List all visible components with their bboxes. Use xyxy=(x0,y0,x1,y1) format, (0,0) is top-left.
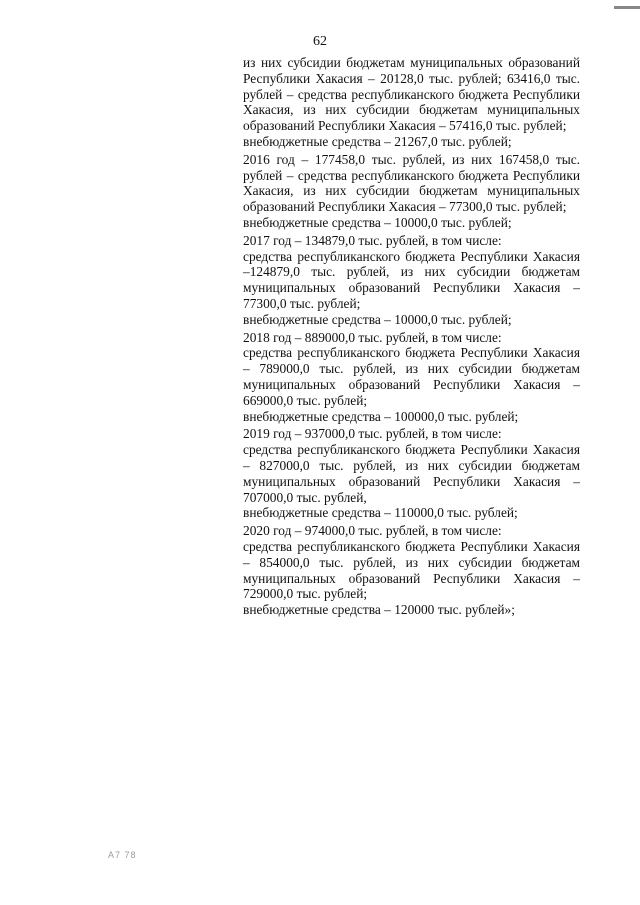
document-body xyxy=(243,55,580,618)
paragraph-funding-intro: из них субсидии бюджетам муниципальных образований Республики Хакасия – 20128,0 тыс. рублей; 63416,0 тыс. рублей – средства республиканского бюджета Республики Хакасия, из них субсидии бюджетам муниципальных образований Республики Хакасия – 57416,0 тыс. рублей; xyxy=(243,55,580,134)
paragraph-extrabudget-2020: внебюджетные средства – 120000 тыс. рублей»; xyxy=(243,602,515,618)
footer-document-code: A7 78 xyxy=(108,850,137,860)
paragraph-budget-2018: средства республиканского бюджета Республики Хакасия – 789000,0 тыс. рублей, из них субсидии бюджетам муниципальных образований Республики Хакасия – 669000,0 тыс. рублей; xyxy=(243,345,580,408)
paragraph-budget-2020: средства республиканского бюджета Республики Хакасия – 854000,0 тыс. рублей, из них субсидии бюджетам муниципальных образований Республики Хакасия – 729000,0 тыс. рублей; xyxy=(243,538,580,602)
paragraph-budget-2019: средства республиканского бюджета Республики Хакасия – 827000,0 тыс. рублей, из них субсидии бюджетам муниципальных образований Республики Хакасия – 707000,0 тыс. рублей, xyxy=(243,442,580,505)
paragraph-year-2017: 2017 год – 134879,0 тыс. рублей, в том числе: xyxy=(243,232,502,248)
paragraph-year-2020: 2020 год – 974000,0 тыс. рублей, в том числе: xyxy=(243,523,502,539)
paragraph-extrabudget-2016: внебюджетные средства – 10000,0 тыс. рублей; xyxy=(243,214,512,230)
paragraph-year-2016: 2016 год – 177458,0 тыс. рублей, из них 167458,0 тыс. рублей – средства республиканского бюджета Республики Хакасия, из них субсидии бюджетам муниципальных образований Республики Хакасия – 77300,0 тыс. рублей; xyxy=(243,151,580,215)
paragraph-budget-2017: средства республиканского бюджета Республики Хакасия –124879,0 тыс. рублей, из них субсидии бюджетам муниципальных образований Республики Хакасия – 77300,0 тыс. рублей; xyxy=(243,248,580,311)
paragraph-extrabudget-2018: внебюджетные средства – 100000,0 тыс. рублей; xyxy=(243,408,519,424)
page-number: 62 xyxy=(313,34,327,49)
paragraph-year-2019: 2019 год – 937000,0 тыс. рублей, в том числе: xyxy=(243,426,502,442)
paragraph-extrabudget-2019: внебюджетные средства – 110000,0 тыс. рублей; xyxy=(243,505,518,521)
paragraph-extrabudget-2017: внебюджетные средства – 10000,0 тыс. рублей; xyxy=(243,311,512,327)
paragraph-year-2018: 2018 год – 889000,0 тыс. рублей, в том числе: xyxy=(243,329,502,345)
scan-corner-mark xyxy=(614,6,640,9)
paragraph-extrabudget-2015: внебюджетные средства – 21267,0 тыс. рублей; xyxy=(243,133,512,149)
